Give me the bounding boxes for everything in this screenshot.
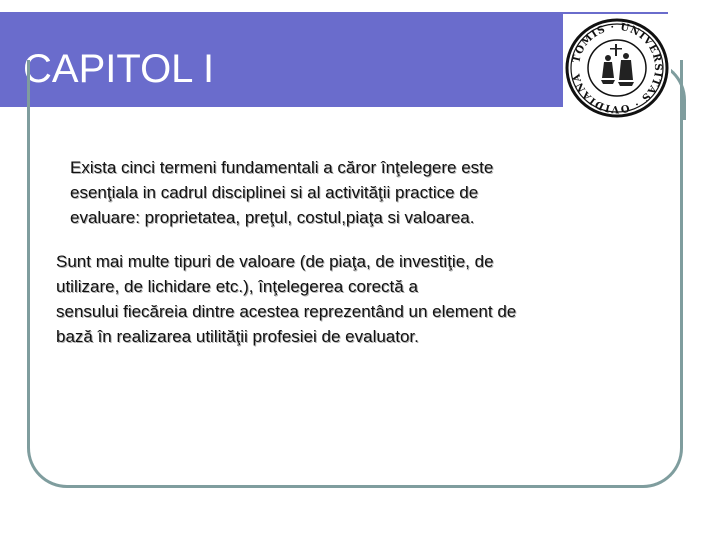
body-text [56,155,656,368]
paragraph-line: utilizare, de lichidare etc.), înţelegerea corectă a [56,277,418,296]
paragraph-1 [56,155,656,230]
seal-ring-text: TOMIS · UNIVERSITAS · OVIDIANA [571,21,664,115]
paragraph-line: Sunt mai multe tipuri de valoare (de piaţa, de investiţie, de [56,252,494,271]
paragraph-line: Exista cinci termeni fundamentali a căror înţelegere este [70,158,494,177]
paragraph-line: bază în realizarea utilităţii profesiei de evaluator. [56,327,419,346]
paragraph-line: evaluare: proprietatea, preţul, costul,piaţa si valoarea. [70,208,475,227]
paragraph-line: esenţiala in cadrul disciplinei si al activităţii practice de [70,183,479,202]
slide-title: CAPITOL I [23,47,215,91]
paragraph-2 [56,249,656,349]
paragraph-line: sensului fiecăreia dintre acestea reprezentând un element de [56,302,517,321]
university-seal-icon [563,14,671,122]
